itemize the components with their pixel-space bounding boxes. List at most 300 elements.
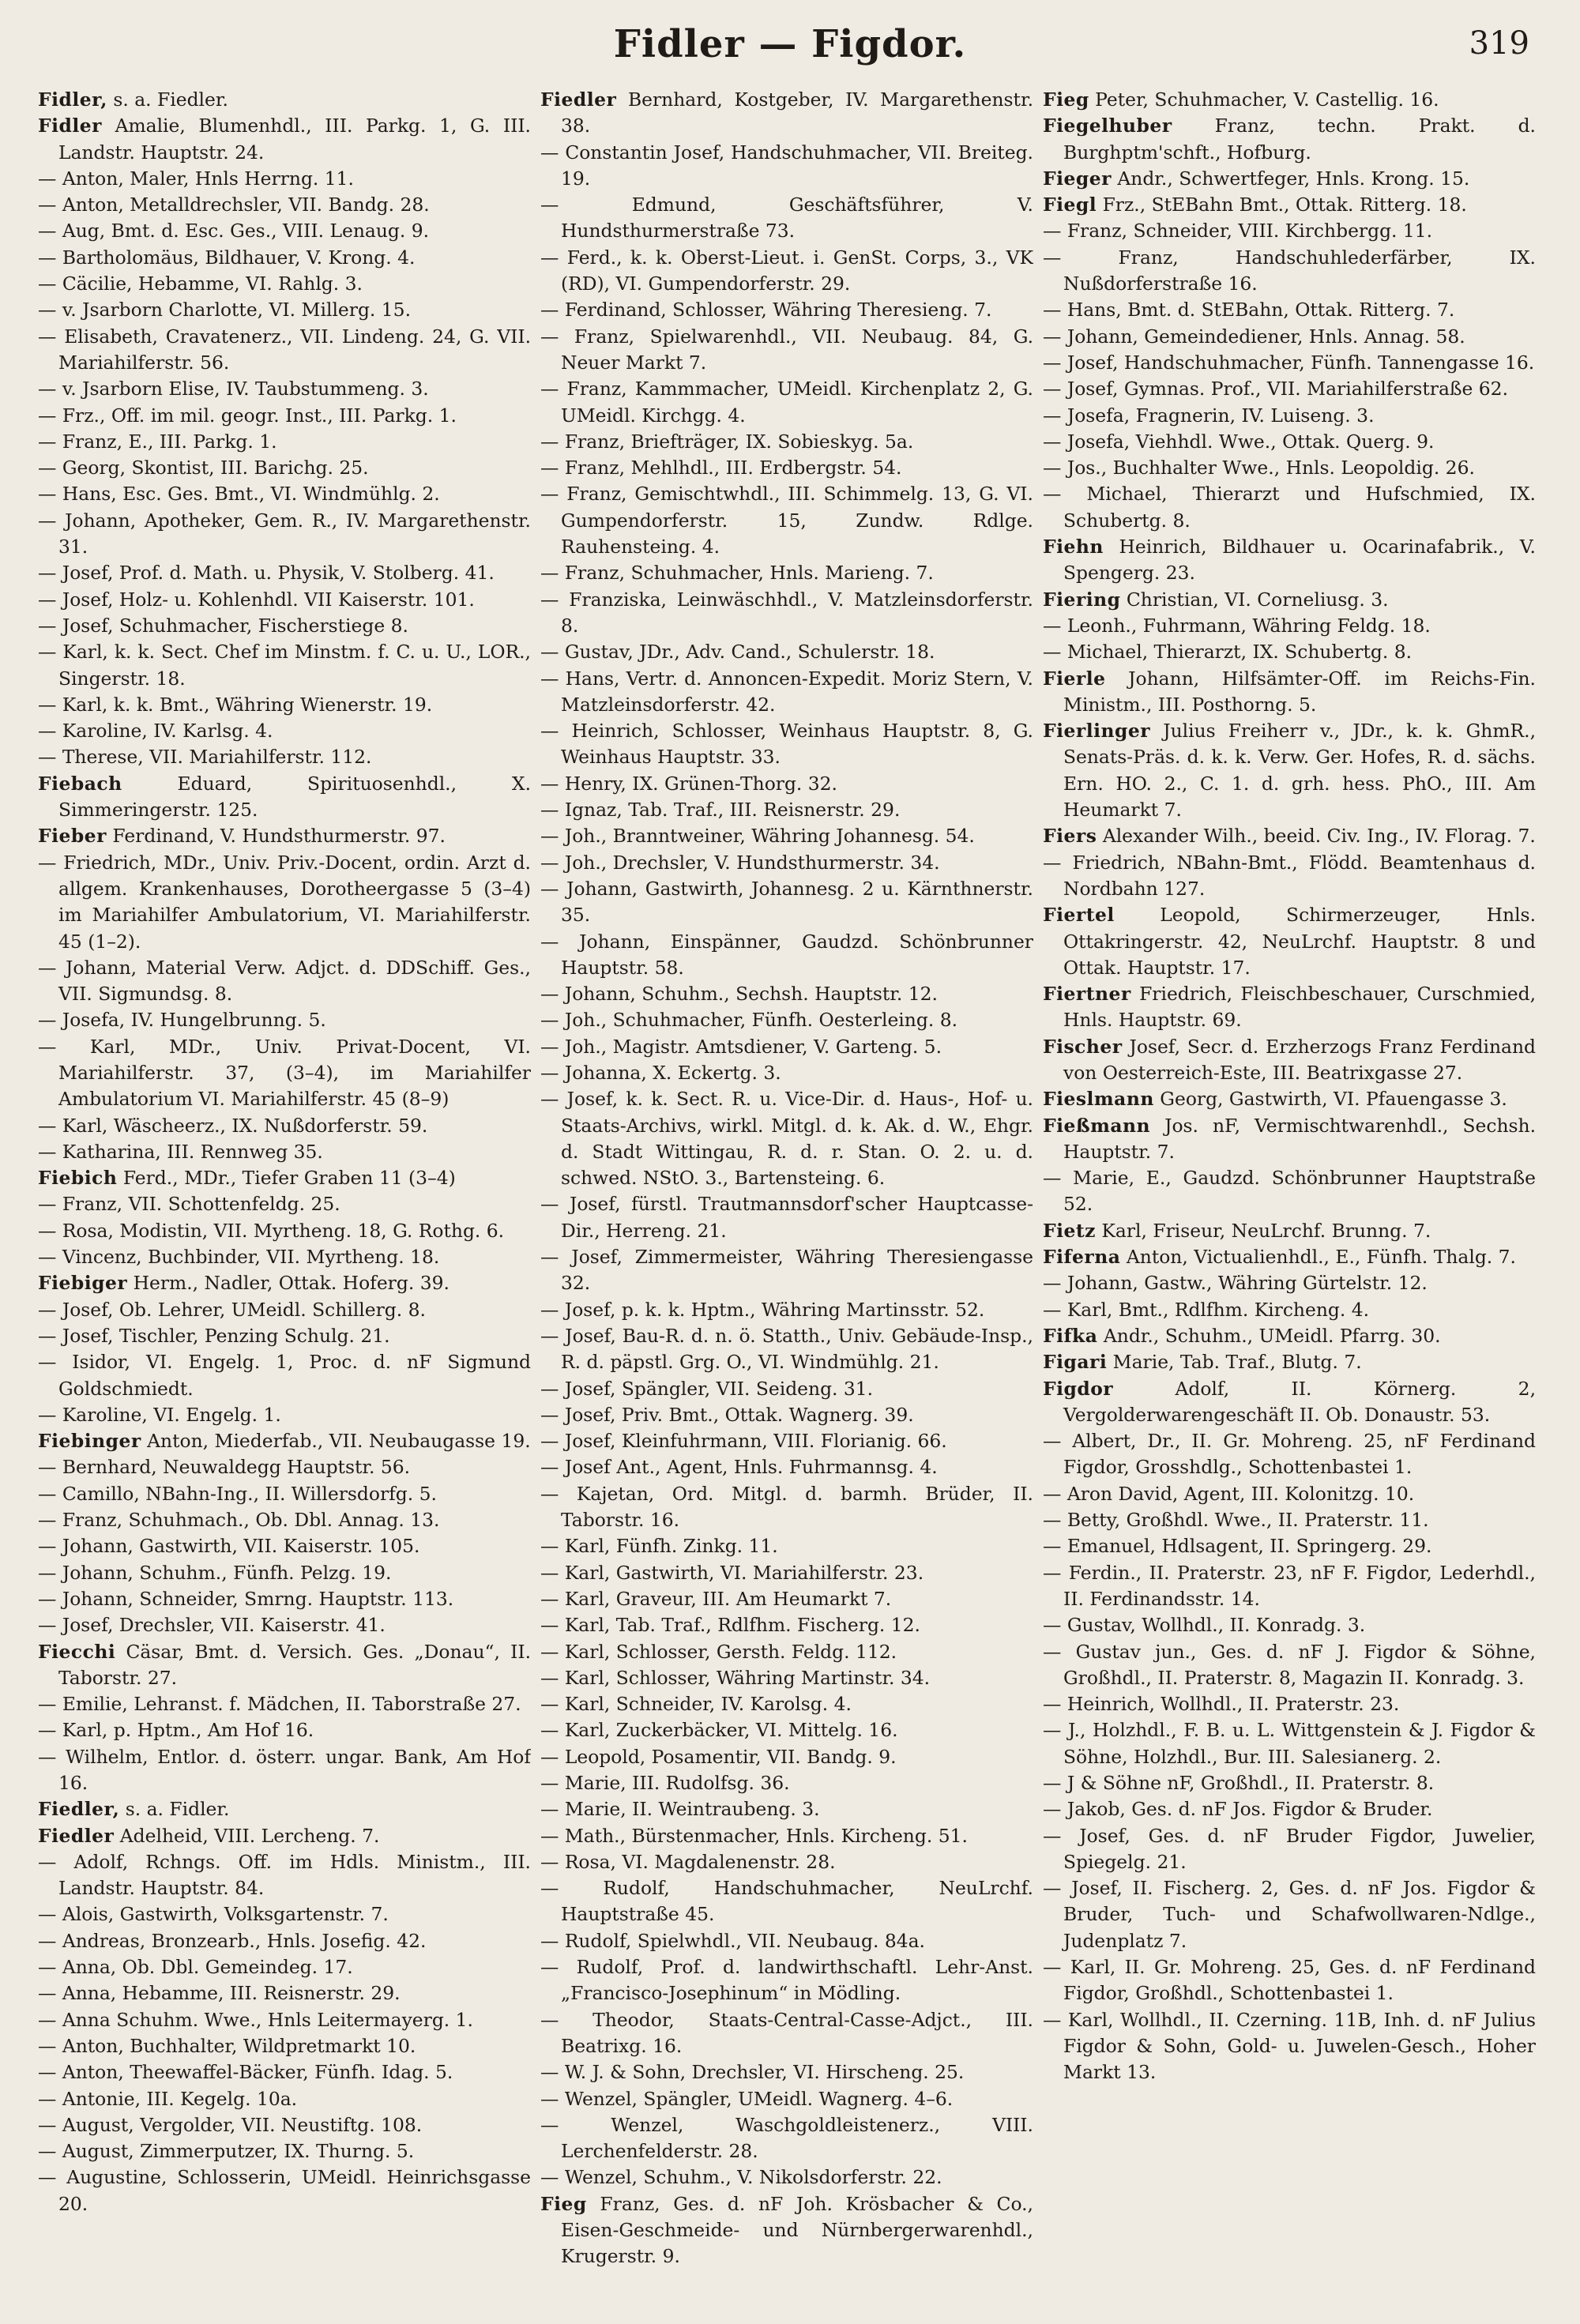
- entry-text: — Karl, Zuckerbäcker, VI. Mittelg. 16.: [540, 1719, 898, 1742]
- directory-entry: [1043, 1717, 1536, 1770]
- directory-entry: [38, 1560, 531, 1586]
- directory-entry: [38, 1507, 531, 1533]
- entry-text: — Anna, Hebamme, III. Reisnerstr. 29.: [38, 1982, 401, 2005]
- entry-text: — Johann, Schuhm., Fünfh. Pelzg. 19.: [38, 1561, 392, 1584]
- directory-entry: [540, 639, 1033, 665]
- directory-entry: [1043, 1244, 1536, 1270]
- entry-text: — Frz., Off. im mil. geogr. Inst., III. Parkg. 1.: [38, 404, 457, 427]
- entry-text: Anton, Miederfab., VII. Neubaugasse 19.: [147, 1430, 531, 1453]
- entry-text: — Josef, Ob. Lehrer, UMeidl. Schillerg. 8.: [38, 1298, 426, 1321]
- entry-text: — Georg, Skontist, III. Barichg. 25.: [38, 457, 369, 479]
- directory-entry: [1043, 218, 1536, 244]
- entry-text: — Antonie, III. Kegelg. 10a.: [38, 2087, 298, 2110]
- directory-entry: [1043, 350, 1536, 376]
- entry-text: Franz, techn. Prakt. d. Burghptm'schft., Hofburg.: [1063, 115, 1536, 164]
- page-header: [0, 22, 1580, 77]
- entry-text: — Michael, Thierarzt und Hufschmied, IX. Schubertg. 8.: [1043, 483, 1536, 532]
- entry-text: — Cäcilie, Hebamme, VI. Rahlg. 3.: [38, 273, 363, 295]
- surname: Fiering: [1043, 588, 1121, 611]
- entry-text: — Emilie, Lehranst. f. Mädchen, II. Taborstraße 27.: [38, 1693, 521, 1716]
- entry-text: — Josef, Prof. d. Math. u. Physik, V. Stolberg. 41.: [38, 562, 495, 585]
- directory-entry: [1043, 2007, 1536, 2086]
- directory-entry: [1043, 1428, 1536, 1481]
- surname: Figari: [1043, 1351, 1108, 1374]
- directory-entry: [1043, 1823, 1536, 1876]
- entry-text: — Hans, Esc. Ges. Bmt., VI. Windmühlg. 2.: [38, 483, 440, 506]
- directory-entry: [1043, 1639, 1536, 1692]
- entry-text: Alexander Wilh., beeid. Civ. Ing., IV. Florag. 7.: [1102, 825, 1536, 848]
- directory-entry: [540, 1244, 1033, 1297]
- directory-entry: [540, 1376, 1033, 1402]
- column-middle: [540, 87, 1033, 2307]
- entry-text: — Joh., Magistr. Amtsdiener, V. Garteng. 5.: [540, 1035, 942, 1058]
- directory-entry: [540, 1796, 1033, 1822]
- directory-entry: [38, 2112, 531, 2138]
- directory-entry: [540, 1191, 1033, 1244]
- directory-entry: [540, 297, 1033, 323]
- directory-entry: [38, 2138, 531, 2164]
- directory-entry: [540, 1007, 1033, 1033]
- surname: Fiedler: [540, 88, 617, 111]
- entry-text: Marie, Tab. Traf., Blutg. 7.: [1112, 1351, 1362, 1374]
- directory-entry: [38, 1901, 531, 1927]
- directory-entry: [38, 718, 531, 744]
- directory-entry: [38, 2164, 531, 2217]
- directory-entry: [38, 1612, 531, 1638]
- directory-entry: [1043, 1560, 1536, 1613]
- directory-entry: [540, 1323, 1033, 1376]
- directory-entry: [540, 87, 1033, 140]
- entry-text: — Heinrich, Schlosser, Weinhaus Hauptstr. 8, G. Weinhaus Hauptstr. 33.: [540, 720, 1033, 769]
- entry-text: — v. Jsarborn Elise, IV. Taubstummeng. 3.: [38, 378, 429, 400]
- directory-entry: [1043, 718, 1536, 823]
- entry-text: — Bartholomäus, Bildhauer, V. Krong. 4.: [38, 246, 416, 269]
- directory-entry: [1043, 1034, 1536, 1087]
- entry-text: — August, Zimmerputzer, IX. Thurng. 5.: [38, 2140, 415, 2163]
- entry-text: — J & Söhne nF, Großhdl., II. Praterstr. 8.: [1043, 1772, 1435, 1794]
- entry-text: — Constantin Josef, Handschuhmacher, VII. Breiteg. 19.: [540, 141, 1033, 190]
- surname: Fiehn: [1043, 536, 1104, 558]
- entry-text: — Rudolf, Prof. d. landwirthschaftl. Lehr-Anst. „Francisco-Josephinum“ in Mödling.: [540, 1956, 1033, 2005]
- directory-entry: [1043, 823, 1536, 849]
- entry-text: Ferdinand, V. Hundsthurmerstr. 97.: [112, 825, 446, 848]
- directory-entry: [38, 1586, 531, 1612]
- directory-entry: [540, 771, 1033, 797]
- directory-entry: [540, 1928, 1033, 1954]
- directory-entry: [38, 1323, 531, 1349]
- entry-text: Leopold, Schirmerzeuger, Hnls. Ottakringerstr. 42, NeuLrchf. Hauptstr. 8 und Ottak. Hauptstr. 17.: [1063, 904, 1536, 979]
- directory-entry: [38, 560, 531, 586]
- directory-entry: [1043, 87, 1536, 113]
- surname: Fierlinger: [1043, 720, 1151, 743]
- entry-text: — Josef, Spängler, VII. Seideng. 31.: [540, 1377, 874, 1400]
- entry-text: — Henry, IX. Grünen-Thorg. 32.: [540, 772, 837, 795]
- entry-text: — Johann, Schuhm., Sechsh. Hauptstr. 12.: [540, 983, 938, 1006]
- entry-text: — Heinrich, Wollhdl., II. Praterstr. 23.: [1043, 1693, 1400, 1716]
- directory-entry: [1043, 1507, 1536, 1533]
- directory-entry: [1043, 1270, 1536, 1296]
- entry-text: — Rosa, VI. Magdalenenstr. 28.: [540, 1850, 836, 1873]
- directory-entry: [1043, 1297, 1536, 1323]
- entry-text: — Joh., Drechsler, V. Hundsthurmerstr. 34.: [540, 851, 940, 874]
- directory-entry: [540, 2164, 1033, 2191]
- entry-text: — August, Vergolder, VII. Neustiftg. 108.: [38, 2113, 423, 2136]
- entry-text: — Hans, Bmt. d. StEBahn, Ottak. Ritterg. 7.: [1043, 299, 1455, 322]
- entry-text: — Josef, Schuhmacher, Fischerstiege 8.: [38, 614, 408, 637]
- directory-entry: [540, 2007, 1033, 2060]
- directory-entry: [38, 2033, 531, 2059]
- directory-entry: [38, 1349, 531, 1402]
- directory-entry: [38, 1034, 531, 1113]
- directory-entry: [38, 1191, 531, 1217]
- directory-entry: [38, 1849, 531, 1902]
- entry-text: — Karl, Schneider, IV. Karolsg. 4.: [540, 1693, 852, 1716]
- entry-text: — Ferdin., II. Praterstr. 23, nF F. Figdor, Lederhdl., II. Ferdinandsstr. 14.: [1043, 1561, 1536, 1610]
- entry-text: — Karl, Gastwirth, VI. Mariahilferstr. 23.: [540, 1561, 924, 1584]
- entry-text: — Andreas, Bronzearb., Hnls. Josefig. 42.: [38, 1929, 427, 1952]
- directory-entry: [38, 192, 531, 218]
- surname: Fifka: [1043, 1324, 1098, 1347]
- directory-entry: [540, 2086, 1033, 2112]
- entry-text: — Josef, Bau-R. d. n. ö. Statth., Univ. Gebäude-Insp., R. d. päpstl. Grg. O., VI. Windmühlg. 21.: [540, 1324, 1033, 1374]
- entry-text: — Wenzel, Waschgoldleistenerz., VIII. Lerchenfelderstr. 28.: [540, 2113, 1033, 2163]
- entry-text: s. a. Fiedler.: [113, 88, 228, 111]
- directory-entry: [38, 1823, 531, 1849]
- directory-entry: [38, 508, 531, 561]
- page-number: 319: [1469, 25, 1529, 62]
- directory-entry: [38, 324, 531, 377]
- directory-entry: [38, 1402, 531, 1428]
- directory-entry: [540, 2191, 1033, 2270]
- directory-entry: [540, 560, 1033, 586]
- directory-entry: [1043, 481, 1536, 534]
- surname: Fierle: [1043, 667, 1106, 690]
- directory-entry: [540, 1297, 1033, 1323]
- directory-entry: [540, 850, 1033, 876]
- entry-text: — Vincenz, Buchbinder, VII. Myrtheng. 18.: [38, 1246, 440, 1269]
- directory-entry: [540, 1770, 1033, 1796]
- entry-text: Amalie, Blumenhdl., III. Parkg. 1, G. III. Landstr. Hauptstr. 24.: [58, 115, 531, 164]
- entry-text: — Gustav jun., Ges. d. nF J. Figdor & Söhne, Großhdl., II. Praterstr. 8, Magazin II. Konradg. 3.: [1043, 1640, 1536, 1689]
- directory-entry: [540, 1060, 1033, 1086]
- entry-text: — Wenzel, Spängler, UMeidl. Wagnerg. 4–6.: [540, 2087, 954, 2110]
- directory-entry: [38, 639, 531, 692]
- directory-entry: [38, 271, 531, 297]
- directory-entry: [1043, 429, 1536, 455]
- entry-text: — Karl, Wäscheerz., IX. Nußdorferstr. 59.: [38, 1114, 428, 1137]
- directory-entry: [1043, 376, 1536, 402]
- entry-text: Andr., Schuhm., UMeidl. Pfarrg. 30.: [1103, 1324, 1441, 1347]
- surname: Fieger: [1043, 167, 1112, 190]
- entry-text: Andr., Schwertfeger, Hnls. Krong. 15.: [1117, 167, 1470, 190]
- directory-entry: [38, 1744, 531, 1797]
- entry-text: — Aug, Bmt. d. Esc. Ges., VIII. Lenaug. 9.: [38, 220, 430, 243]
- directory-entry: [38, 455, 531, 481]
- directory-entry: [38, 1297, 531, 1323]
- entry-text: — Josef, II. Fischerg. 2, Ges. d. nF Jos. Figdor & Bruder, Tuch- und Schafwollwaren-Ndlge., Judenplatz 7.: [1043, 1877, 1536, 1952]
- directory-entry: [38, 87, 531, 113]
- directory-entry: [1043, 587, 1536, 613]
- directory-entry: [38, 1113, 531, 1139]
- directory-entry: [38, 2059, 531, 2085]
- directory-entry: [540, 455, 1033, 481]
- directory-entry: [1043, 902, 1536, 981]
- entry-text: — Johann, Gastwirth, Johannesg. 2 u. Kärnthnerstr. 35.: [540, 877, 1033, 927]
- column-left: [38, 87, 531, 2307]
- directory-entry: [540, 1849, 1033, 1875]
- entry-text: — Katharina, III. Rennweg 35.: [38, 1140, 323, 1163]
- entry-text: Cäsar, Bmt. d. Versich. Ges. „Donau“, II. Taborstr. 27.: [58, 1640, 531, 1689]
- directory-entry: [540, 324, 1033, 377]
- directory-entry: [540, 1744, 1033, 1770]
- surname: Fieg: [540, 2192, 587, 2215]
- surname: Fischer: [1043, 1035, 1123, 1058]
- surname: Figdor: [1043, 1377, 1114, 1400]
- surname: Fiertner: [1043, 983, 1131, 1006]
- directory-entry: [1043, 113, 1536, 166]
- entry-text: — Albert, Dr., II. Gr. Mohreng. 25, nF Ferdinand Figdor, Grosshdlg., Schottenbastei 1.: [1043, 1430, 1536, 1479]
- entry-text: — Franz, VII. Schottenfeldg. 25.: [38, 1193, 340, 1216]
- directory-entry: [1043, 403, 1536, 429]
- column-right: [1043, 87, 1536, 2307]
- directory-entry: [1043, 1481, 1536, 1507]
- directory-entry: [1043, 1113, 1536, 1166]
- directory-entry: [38, 403, 531, 429]
- entry-text: Jos. nF, Vermischtwarenhdl., Sechsh. Hauptstr. 7.: [1063, 1114, 1536, 1163]
- directory-entry: [1043, 1533, 1536, 1559]
- surname: Fieg: [1043, 88, 1089, 111]
- entry-text: — Josefa, Fragnerin, IV. Luiseng. 3.: [1043, 404, 1375, 427]
- entry-text: — Franz, Schuhmach., Ob. Dbl. Annag. 13.: [38, 1509, 440, 1532]
- directory-entry: [1043, 297, 1536, 323]
- directory-entry: [540, 1823, 1033, 1849]
- directory-entry: [1043, 1770, 1536, 1796]
- directory-entry: [38, 297, 531, 323]
- entry-text: — Johann, Gastwirth, VII. Kaiserstr. 105.: [38, 1535, 420, 1558]
- entry-text: — v. Jsarborn Charlotte, VI. Millerg. 15.: [38, 299, 412, 322]
- entry-text: — Karl, Graveur, III. Am Heumarkt 7.: [540, 1587, 892, 1610]
- directory-entry: [540, 718, 1033, 771]
- directory-entry: [540, 1586, 1033, 1612]
- entry-text: — Franz, Mehlhdl., III. Erdbergstr. 54.: [540, 457, 902, 479]
- entry-text: — Leopold, Posamentir, VII. Bandg. 9.: [540, 1745, 897, 1768]
- directory-entry: [1043, 1612, 1536, 1638]
- directory-entry: [38, 1270, 531, 1296]
- entry-text: — Ignaz, Tab. Traf., III. Reisnerstr. 29.: [540, 799, 901, 822]
- entry-text: — Franz, Gemischtwhdl., III. Schimmelg. 13, G. VI. Gumpendorferstr. 15, Zundw. Rdlge. Rauhensteing. 4.: [540, 483, 1033, 558]
- entry-text: Frz., StEBahn Bmt., Ottak. Ritterg. 18.: [1102, 194, 1467, 216]
- directory-entry: [540, 376, 1033, 429]
- entry-text: — Johann, Einspänner, Gaudzd. Schönbrunner Hauptstr. 58.: [540, 930, 1033, 979]
- entry-text: Herm., Nadler, Ottak. Hoferg. 39.: [133, 1272, 450, 1295]
- directory-entry: [540, 1875, 1033, 1928]
- entry-text: — Karoline, VI. Engelg. 1.: [38, 1403, 281, 1426]
- directory-entry: [38, 1980, 531, 2006]
- entry-text: — Jakob, Ges. d. nF Jos. Figdor & Bruder.: [1043, 1798, 1433, 1821]
- surname: Fidler: [38, 115, 102, 137]
- entry-text: Johann, Hilfsämter-Off. im Reichs-Fin. Ministm., III. Posthorng. 5.: [1063, 667, 1536, 716]
- entry-text: — Hans, Vertr. d. Annoncen-Expedit. Moriz Stern, V. Matzleinsdorferstr. 42.: [540, 667, 1033, 716]
- entry-text: — Adolf, Rchngs. Off. im Hdls. Ministm., III. Landstr. Hauptstr. 84.: [38, 1850, 531, 1900]
- surname: Fiedler: [38, 1824, 115, 1847]
- directory-entry: [38, 376, 531, 402]
- entry-text: — Theodor, Staats-Central-Casse-Adjct., III. Beatrixg. 16.: [540, 2008, 1033, 2057]
- entry-text: Adolf, II. Körnerg. 2, Vergolderwarengeschäft II. Ob. Donaustr. 53.: [1063, 1377, 1536, 1426]
- running-head: Fidler — Figdor.: [613, 22, 967, 66]
- entry-text: — Franz, Spielwarenhdl., VII. Neubaug. 84, G. Neuer Markt 7.: [540, 325, 1033, 374]
- entry-text: — Josef, k. k. Sect. R. u. Vice-Dir. d. Haus-, Hof- u. Staats-Archivs, wirkl. Mitgl. d. k. Ak. d. W., Ehgr. d. Stadt Wittingau, R. d. r. Stan. O. 2. u. d. schwed. NStO. 3., Bartensteing. 6.: [540, 1088, 1033, 1190]
- entry-text: — Joh., Schuhmacher, Fünfh. Oesterleing. 8.: [540, 1009, 958, 1032]
- entry-text: — Anton, Maler, Hnls Herrng. 11.: [38, 167, 354, 190]
- surname: Fiebinger: [38, 1430, 141, 1453]
- surname: Fießmann: [1043, 1114, 1151, 1137]
- directory-entry: [1043, 639, 1536, 665]
- directory-entry: [38, 1533, 531, 1559]
- directory-entry: [1043, 192, 1536, 218]
- directory-entry: [38, 771, 531, 824]
- entry-text: Christian, VI. Corneliusg. 3.: [1126, 588, 1389, 611]
- surname: Fiegl: [1043, 194, 1097, 216]
- entry-text: — Karl, p. Hptm., Am Hof 16.: [38, 1719, 314, 1742]
- entry-text: — Josef, Tischler, Penzing Schulg. 21.: [38, 1324, 390, 1347]
- surname: Fiebach: [38, 772, 122, 795]
- directory-entry: [38, 1717, 531, 1743]
- entry-text: — Gustav, Wollhdl., II. Konradg. 3.: [1043, 1614, 1366, 1637]
- surname: Fiferna: [1043, 1246, 1121, 1269]
- entry-text: — Marie, III. Rudolfsg. 36.: [540, 1772, 790, 1794]
- directory-entry: [38, 429, 531, 455]
- entry-text: — Josef Ant., Agent, Hnls. Fuhrmannsg. 4.: [540, 1456, 938, 1479]
- entry-text: — Karl, Schlosser, Währing Martinstr. 34.: [540, 1666, 931, 1689]
- directory-entry: [38, 1007, 531, 1033]
- directory-entry: [38, 744, 531, 770]
- directory-entry: [1043, 1349, 1536, 1375]
- entry-text: s. a. Fidler.: [125, 1798, 230, 1821]
- entry-text: — Franz, E., III. Parkg. 1.: [38, 430, 277, 453]
- entry-text: — Josefa, IV. Hungelbrunng. 5.: [38, 1009, 326, 1032]
- entry-text: — Franziska, Leinwäschhdl., V. Matzleinsdorferstr. 8.: [540, 588, 1033, 637]
- directory-entry: [1043, 981, 1536, 1034]
- entry-text: — Karl, II. Gr. Mohreng. 25, Ges. d. nF Ferdinand Figdor, Großhdl., Schottenbastei 1.: [1043, 1956, 1536, 2005]
- directory-entry: [540, 1034, 1033, 1060]
- directory-entry: [38, 1428, 531, 1454]
- surname: Fieslmann: [1043, 1088, 1154, 1111]
- entry-text: — Michael, Thierarzt, IX. Schubertg. 8.: [1043, 641, 1413, 664]
- entry-text: Eduard, Spirituosenhdl., X. Simmeringerstr. 125.: [58, 772, 531, 822]
- directory-entry: [1043, 1218, 1536, 1244]
- directory-entry: [540, 823, 1033, 849]
- directory-entry: [540, 192, 1033, 245]
- directory-entry: [540, 245, 1033, 298]
- entry-text: — Rudolf, Handschuhmacher, NeuLrchf. Hauptstraße 45.: [540, 1877, 1033, 1926]
- directory-entry: [1043, 324, 1536, 350]
- entry-text: Josef, Secr. d. Erzherzogs Franz Ferdinand von Oesterreich-Este, III. Beatrixgasse 27.: [1063, 1035, 1536, 1084]
- directory-entry: [540, 1717, 1033, 1743]
- directory-entry: [38, 692, 531, 718]
- entry-text: Adelheid, VIII. Lercheng. 7.: [119, 1824, 380, 1847]
- directory-entry: [1043, 850, 1536, 903]
- surname: Fieber: [38, 825, 107, 848]
- entry-text: — Josef, Priv. Bmt., Ottak. Wagnerg. 39.: [540, 1403, 914, 1426]
- entry-text: — Karl, k. k. Sect. Chef im Minstm. f. C. u. U., LOR., Singerstr. 18.: [38, 641, 531, 690]
- directory-entry: [1043, 613, 1536, 639]
- entry-text: Bernhard, Kostgeber, IV. Margarethenstr. 38.: [561, 88, 1033, 137]
- entry-text: Ferd., MDr., Tiefer Graben 11 (3–4): [122, 1167, 456, 1190]
- directory-entry: [540, 1402, 1033, 1428]
- entry-text: — Karl, k. k. Bmt., Währing Wienerstr. 19.: [38, 693, 433, 716]
- entry-text: — Anna, Ob. Dbl. Gemeindeg. 17.: [38, 1956, 353, 1979]
- entry-text: — Augustine, Schlosserin, UMeidl. Heinrichsgasse 20.: [38, 2166, 531, 2215]
- directory-entry: [540, 1665, 1033, 1691]
- entry-text: — Friedrich, MDr., Univ. Priv.-Docent, ordin. Arzt d. allgem. Krankenhauses, Dorotheergasse 5 (3–4) im Mariahilfer Ambulatorium, VI. Mariahilferstr. 45 (1–2).: [38, 851, 531, 953]
- entry-text: — Rudolf, Spielwhdl., VII. Neubaug. 84a.: [540, 1929, 925, 1952]
- entry-text: — Josef, Drechsler, VII. Kaiserstr. 41.: [38, 1614, 386, 1637]
- entry-text: — Rosa, Modistin, VII. Myrtheng. 18, G. Rothg. 6.: [38, 1219, 505, 1242]
- directory-entry: [540, 2059, 1033, 2085]
- directory-entry: [38, 1244, 531, 1270]
- entry-text: Heinrich, Bildhauer u. Ocarinafabrik., V. Spengerg. 23.: [1063, 536, 1536, 585]
- entry-text: — Marie, II. Weintraubeng. 3.: [540, 1798, 820, 1821]
- directory-entry: [540, 1533, 1033, 1559]
- entry-text: — Johann, Material Verw. Adjct. d. DDSchiff. Ges., VII. Sigmundsg. 8.: [38, 956, 531, 1006]
- directory-entry: [38, 1639, 531, 1692]
- entry-text: — Anna Schuhm. Wwe., Hnls Leitermayerg. 1.: [38, 2008, 473, 2031]
- surname: Fiecchi: [38, 1640, 116, 1663]
- directory-entry: [38, 613, 531, 639]
- directory-entry: [1043, 166, 1536, 192]
- entry-text: — Aron David, Agent, III. Kolonitzg. 10.: [1043, 1482, 1415, 1505]
- surname: Fiedler,: [38, 1798, 120, 1821]
- entry-text: — Josef, Ges. d. nF Bruder Figdor, Juwelier, Spiegelg. 21.: [1043, 1824, 1536, 1873]
- directory-entry: [540, 1612, 1033, 1638]
- directory-entry: [540, 876, 1033, 929]
- entry-text: — W. J. & Sohn, Drechsler, VI. Hirscheng. 25.: [540, 2061, 965, 2084]
- directory-entry: [1043, 1376, 1536, 1429]
- directory-entry: [540, 587, 1033, 640]
- directory-entry: [540, 429, 1033, 455]
- directory-entry: [38, 1928, 531, 1954]
- directory-entry: [38, 1481, 531, 1507]
- directory-entry: [38, 1218, 531, 1244]
- entry-text: Julius Freiherr v., JDr., k. k. GhmR., Senats-Präs. d. k. k. Verw. Ger. Hofes, R. d. sächs. Ern. HO. 2., C. 1. d. grh. hess. PhO., III. Am Heumarkt 7.: [1063, 720, 1536, 822]
- surname: Fiebiger: [38, 1272, 128, 1295]
- entry-text: — Franz, Schneider, VIII. Kirchbergg. 11.: [1043, 220, 1433, 243]
- entry-text: — Therese, VII. Mariahilferstr. 112.: [38, 746, 372, 769]
- entry-text: — Emanuel, Hdlsagent, II. Springerg. 29.: [1043, 1535, 1432, 1558]
- directory-entry: [38, 850, 531, 955]
- entry-text: — Johann, Gastw., Währing Gürtelstr. 12.: [1043, 1272, 1428, 1295]
- entry-text: — J., Holzhdl., F. B. u. L. Wittgenstein & J. Figdor & Söhne, Holzhdl., Bur. III. Salesianerg. 2.: [1043, 1719, 1536, 1768]
- entry-text: — Josef, Kleinfuhrmann, VIII. Florianig. 66.: [540, 1430, 947, 1453]
- entry-text: — Leonh., Fuhrmann, Währing Feldg. 18.: [1043, 614, 1431, 637]
- entry-text: — Josefa, Viehhdl. Wwe., Ottak. Querg. 9.: [1043, 430, 1435, 453]
- entry-text: — Gustav, JDr., Adv. Cand., Schulerstr. 18.: [540, 641, 935, 664]
- directory-entry: [540, 666, 1033, 719]
- directory-entry: [38, 587, 531, 613]
- directory-entry: [540, 929, 1033, 982]
- entry-text: — Josef, Handschuhmacher, Fünfh. Tannengasse 16.: [1043, 351, 1535, 374]
- directory-entry: [540, 1954, 1033, 2007]
- entry-text: — Jos., Buchhalter Wwe., Hnls. Leopoldig. 26.: [1043, 457, 1475, 479]
- entry-text: Friedrich, Fleischbeschauer, Curschmied, Hnls. Hauptstr. 69.: [1063, 983, 1536, 1032]
- directory-entry: [1043, 1323, 1536, 1349]
- entry-text: — Isidor, VI. Engelg. 1, Proc. d. nF Sigmund Goldschmiedt.: [38, 1351, 531, 1400]
- entry-text: — Johanna, X. Eckertg. 3.: [540, 1061, 781, 1084]
- entry-text: — Johann, Apotheker, Gem. R., IV. Margarethenstr. 31.: [38, 509, 531, 558]
- entry-text: — Franz, Kammmacher, UMeidl. Kirchenplatz 2, G. UMeidl. Kirchgg. 4.: [540, 378, 1033, 427]
- entry-text: — Karl, Wollhdl., II. Czerning. 11B, Inh. d. nF Julius Figdor & Sohn, Gold- u. Juwelen-Gesch., Hoher Markt 13.: [1043, 2008, 1536, 2084]
- surname: Fiers: [1043, 825, 1097, 848]
